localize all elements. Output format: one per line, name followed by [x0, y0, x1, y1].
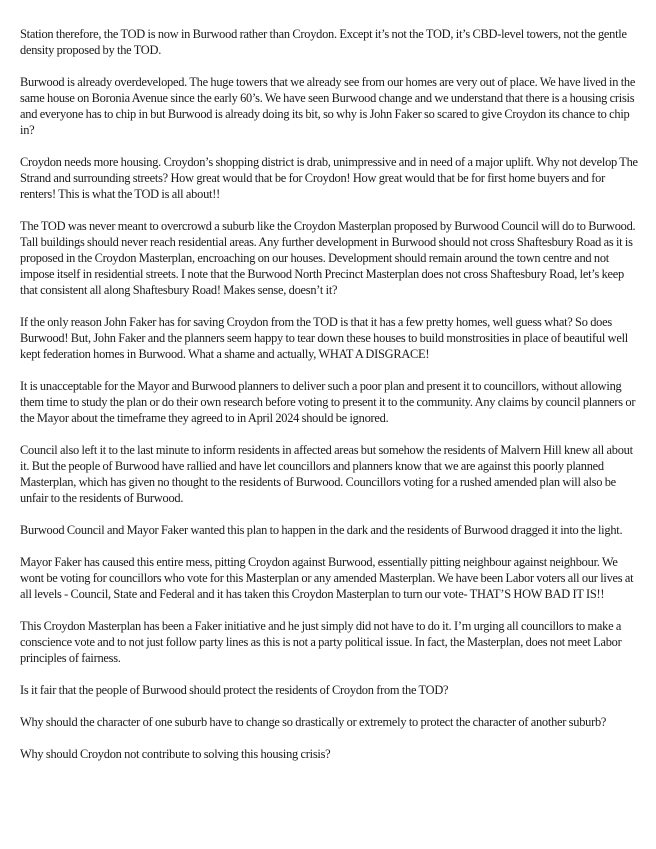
paragraph-question-character: Why should the character of one suburb have to change so drastically or extremely to protect the character of another suburb?	[20, 715, 607, 729]
paragraph-conscience-vote: This Croydon Masterplan has been a Faker initiative and he just simply did not have to do it. I’m urging all councillors to make a conscience vote and to not just follow party lines as this is not a party political issue. In fact, the Masterplan, does not meet Labor principles of fairness.	[20, 619, 622, 665]
paragraph-in-the-dark: Burwood Council and Mayor Faker wanted this plan to happen in the dark and the residents of Burwood dragged it into the light.	[20, 523, 623, 537]
paragraph-question-contribute: Why should Croydon not contribute to solving this housing crisis?	[20, 747, 331, 761]
paragraph-pretty-homes: If the only reason John Faker has for saving Croydon from the TOD is that it has a few pretty homes, well guess what? So does Burwood! But, John Faker and the planners seem happy to tear down these houses to build monstrosities in place of beautiful well kept federation homes in Burwood. What a shame and actually, WHAT A DISGRACE!	[20, 315, 628, 361]
paragraph-voting: Mayor Faker has caused this entire mess, pitting Croydon against Burwood, essentially pitting neighbour against neighbour. We wont be voting for councillors who vote for this Masterplan or any amended Masterplan. We have been Labor voters all our lives at all levels - Council, State and Federal and it has taken this Croydon Masterplan to turn our vote- THAT’S HOW BAD IT IS!!	[20, 555, 634, 601]
paragraph-croydon-housing: Croydon needs more housing. Croydon’s shopping district is drab, unimpressive and in need of a major uplift. Why not develop The Strand and surrounding streets? How great would that be for Croydon! How great would that be for first home buyers and for renters! This is what the TOD is all about!!	[20, 155, 638, 201]
paragraph-overdeveloped: Burwood is already overdeveloped. The huge towers that we already see from our homes are very out of place. We have lived in the same house on Boronia Avenue since the early 60’s. We have seen Burwood change and we understand that there is a housing crisis and everyone has to chip in but Burwood is already doing its bit, so why is John Faker so scared to give Croydon its chance to chip in?	[20, 75, 636, 137]
paragraph-last-minute: Council also left it to the last minute to inform residents in affected areas but somehow the residents of Malvern Hill knew all about it. But the people of Burwood have rallied and have let councillors and planners know that we are against this poorly planned Masterplan, which has given no thought to the residents of Burwood. Councillors voting for a rushed amended plan will also be unfair to the residents of Burwood.	[20, 443, 633, 505]
paragraph-tod-location: Station therefore, the TOD is now in Burwood rather than Croydon. Except it’s not the TOD, it’s CBD-level towers, not the gentle density proposed by the TOD.	[20, 27, 627, 57]
paragraph-unacceptable-plan: It is unacceptable for the Mayor and Burwood planners to deliver such a poor plan and present it to councillors, without allowing them time to study the plan or do their own research before voting to present it to the community. Any claims by council planners or the Mayor about the timeframe they agreed to in April 2024 should be ignored.	[20, 379, 636, 425]
paragraph-question-fairness: Is it fair that the people of Burwood should protect the residents of Croydon from the TOD?	[20, 683, 449, 697]
paragraph-tod-purpose: The TOD was never meant to overcrowd a suburb like the Croydon Masterplan proposed by Burwood Council will do to Burwood. Tall buildings should never reach residential areas. Any further development in Burwood should not cross Shaftesbury Road as it is proposed in the Croydon Masterplan, encroaching on our houses. Development should remain around the town centre and not impose itself in residential streets. I note that the Burwood North Precinct Masterplan does not cross Shaftesbury Road, let’s keep that consistent all along Shaftesbury Road! Makes sense, doesn’t it?	[20, 219, 636, 297]
